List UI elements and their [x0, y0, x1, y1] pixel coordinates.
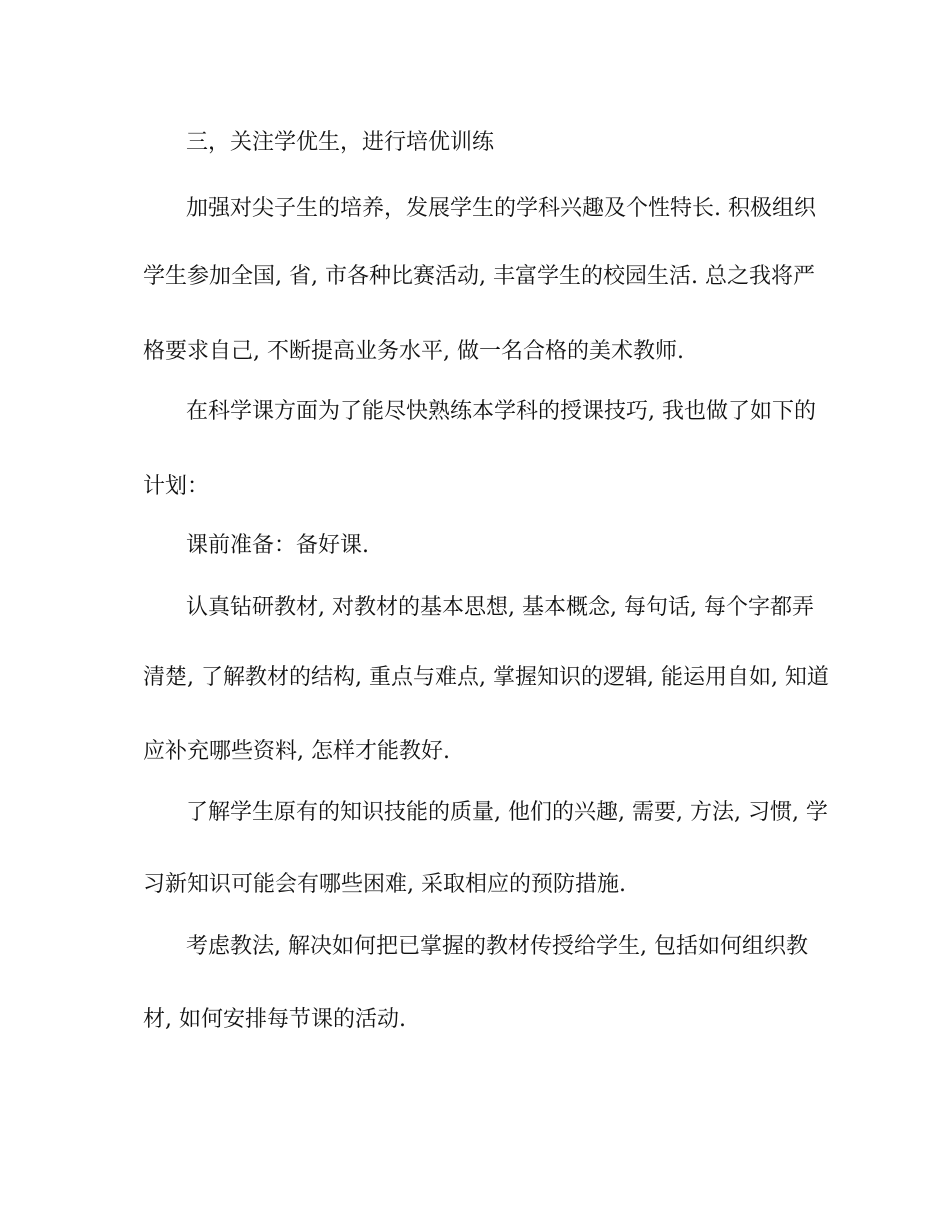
paragraph-line: 格要求自己, 不断提高业务水平, 做一名合格的美术教师. — [143, 339, 684, 364]
paragraph-line: 材, 如何安排每节课的活动. — [143, 1007, 406, 1032]
paragraph-line: 认真钻研教材, 对教材的基本思想, 基本概念, 每句话, 每个字都弄 — [186, 595, 814, 620]
paragraph-line: 应补充哪些资料, 怎样才能教好. — [143, 739, 450, 764]
paragraph-line: 课前准备：备好课. — [186, 533, 369, 558]
paragraph-line: 清楚, 了解教材的结构, 重点与难点, 掌握知识的逻辑, 能运用自如, 知道 — [143, 665, 829, 690]
paragraph-line: 了解学生原有的知识技能的质量, 他们的兴趣, 需要, 方法, 习惯, 学 — [186, 800, 828, 825]
paragraph-line: 考虑教法, 解决如何把已掌握的教材传授给学生, 包括如何组织教 — [186, 934, 808, 959]
paragraph-line: 计划： — [143, 474, 210, 499]
paragraph-line: 习新知识可能会有哪些困难, 采取相应的预防措施. — [143, 872, 626, 897]
section-heading: 三，关注学优生，进行培优训练 — [186, 130, 495, 155]
paragraph-line: 学生参加全国, 省, 市各种比赛活动, 丰富学生的校园生活. 总之我将严 — [143, 264, 815, 289]
paragraph-line: 在科学课方面为了能尽快熟练本学科的授课技巧, 我也做了如下的 — [186, 399, 816, 424]
paragraph-line: 加强对尖子生的培养，发展学生的学科兴趣及个性特长. 积极组织 — [186, 196, 816, 221]
